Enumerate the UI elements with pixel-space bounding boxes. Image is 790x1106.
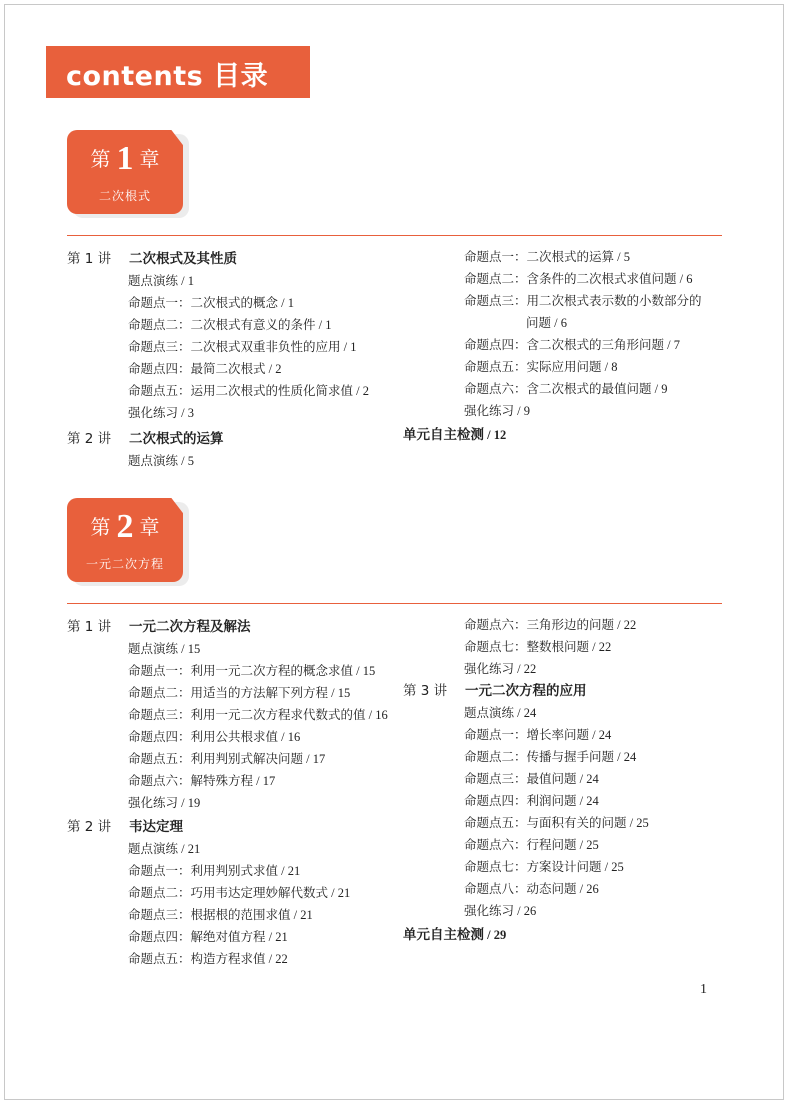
- toc-entry-page: 21: [300, 908, 313, 922]
- page-separator: /: [614, 750, 624, 764]
- toc-entry-text: 强化练习: [464, 903, 515, 918]
- toc-entry[interactable]: [128, 838, 200, 860]
- lecture-title: 韦达定理: [129, 819, 183, 835]
- page-separator: /: [253, 774, 263, 788]
- toc-entry-text: 命题点四：含二次根式的三角形问题: [464, 337, 665, 352]
- chapter-2-rule: [67, 603, 722, 604]
- page-separator: /: [178, 454, 188, 468]
- lecture-title: 二次根式的运算: [129, 431, 224, 447]
- page-separator: /: [601, 860, 612, 874]
- toc-entry-page: 8: [611, 360, 618, 374]
- page-separator: /: [303, 752, 313, 766]
- toc-entry[interactable]: [128, 638, 200, 660]
- toc-entry-page: 16: [375, 708, 388, 722]
- lecture-heading[interactable]: [67, 248, 237, 270]
- lecture-heading[interactable]: [67, 428, 224, 450]
- page-separator: /: [676, 272, 687, 286]
- page-separator: /: [353, 664, 363, 678]
- toc-entry[interactable]: [128, 682, 350, 704]
- unit-test-entry[interactable]: [403, 924, 506, 946]
- toc-entry-text: 命题点四：解绝对值方程: [128, 929, 266, 944]
- toc-entry[interactable]: [464, 400, 530, 422]
- page-separator: /: [551, 316, 561, 330]
- toc-entry[interactable]: [128, 770, 275, 792]
- toc-entry-text: 命题点六：三角形边的问题: [464, 617, 615, 632]
- toc-entry-page: 26: [523, 904, 537, 918]
- toc-entry-text: 命题点五：与面积有关的问题: [464, 815, 627, 830]
- page-separator: /: [178, 406, 188, 420]
- toc-entry-page: 15: [187, 642, 201, 656]
- toc-entry-text: 命题点四：利润问题: [464, 793, 577, 808]
- toc-entry[interactable]: [464, 246, 630, 268]
- lecture-title: 二次根式及其性质: [129, 251, 237, 267]
- toc-entry-text: 命题点二：巧用韦达定理妙解代数式: [128, 885, 329, 900]
- toc-entry-page: 17: [262, 774, 276, 788]
- toc-entry-page: 15: [362, 664, 376, 678]
- toc-entry-page: 19: [187, 796, 201, 810]
- toc-entry-page: 7: [673, 338, 680, 352]
- toc-entry-page: 15: [337, 686, 351, 700]
- toc-entry-text: 命题点二：传播与握手问题: [464, 749, 615, 764]
- page-separator: /: [353, 384, 363, 398]
- toc-entry[interactable]: [128, 904, 313, 926]
- toc-entry[interactable]: [128, 748, 325, 770]
- toc-entry-text: 命题点五：运用二次根式的性质化简求值: [128, 383, 354, 398]
- toc-entry[interactable]: [128, 860, 300, 882]
- toc-entry-page: 6: [686, 272, 693, 286]
- toc-entry-text: 命题点五：构造方程求值: [128, 951, 266, 966]
- toc-entry-page: 21: [337, 886, 351, 900]
- page-separator: /: [265, 930, 276, 944]
- toc-entry-text: 命题点三：利用一元二次方程求代数式的值: [128, 707, 366, 722]
- chapter-2-title: 第 2 章: [90, 508, 160, 545]
- toc-entry-text: 单元自主检测: [403, 427, 484, 443]
- toc-entry-page: 21: [187, 842, 201, 856]
- toc-entry-text: 题点演练: [128, 841, 179, 856]
- lecture-number: 第 1 讲: [67, 251, 112, 267]
- lecture-heading[interactable]: [67, 816, 183, 838]
- toc-entry-text: 题点演练: [128, 273, 179, 288]
- page-separator: /: [328, 886, 338, 900]
- toc-entry-text: 命题点三：根据根的范围求值: [128, 907, 291, 922]
- toc-entry-page: 9: [661, 382, 668, 396]
- toc-entry[interactable]: [526, 312, 567, 334]
- toc-entry[interactable]: [464, 658, 536, 680]
- lecture-title: 一元二次方程及解法: [129, 619, 251, 635]
- toc-entry[interactable]: [128, 380, 369, 402]
- page-separator: /: [626, 816, 637, 830]
- toc-entry-page: 6: [560, 316, 567, 330]
- chapter-1-subtitle: 二次根式: [98, 189, 151, 203]
- toc-entry[interactable]: [464, 856, 624, 878]
- toc-entry-page: 22: [623, 618, 637, 632]
- toc-entry[interactable]: [464, 834, 599, 856]
- page-separator: /: [484, 928, 494, 942]
- toc-entry-text: 单元自主检测: [403, 927, 484, 943]
- page-separator: /: [651, 382, 662, 396]
- page-separator: /: [178, 796, 188, 810]
- toc-entry-text: 命题点一：利用判别式求值: [128, 863, 279, 878]
- page-separator: /: [576, 794, 587, 808]
- page-separator: /: [278, 296, 288, 310]
- toc-entry[interactable]: [464, 768, 599, 790]
- lecture-title: 一元二次方程的应用: [465, 683, 587, 699]
- toc-entry-text: 题点演练: [128, 453, 179, 468]
- toc-entry-text: 命题点三：最值问题: [464, 771, 577, 786]
- toc-entry[interactable]: [128, 292, 294, 314]
- page-separator: /: [614, 618, 624, 632]
- page-separator: /: [178, 842, 188, 856]
- page-separator: /: [328, 686, 338, 700]
- toc-entry-page: 25: [611, 860, 624, 874]
- toc-entry-text: 强化练习: [128, 405, 179, 420]
- toc-entry[interactable]: [464, 878, 599, 900]
- page-separator: /: [278, 864, 288, 878]
- toc-entry-text: 命题点七：整数根问题: [464, 639, 590, 654]
- toc-entry[interactable]: [128, 270, 194, 292]
- toc-entry-text: 命题点八：动态问题: [464, 881, 577, 896]
- toc-entry-page: 21: [275, 930, 288, 944]
- toc-entry-text: 命题点一：二次根式的运算: [464, 249, 615, 264]
- contents-banner: [46, 46, 310, 98]
- lecture-number: 第 2 讲: [67, 431, 112, 447]
- toc-entry-page: 24: [598, 728, 612, 742]
- toc-entry-text: 题点演练: [464, 705, 515, 720]
- toc-entry[interactable]: [464, 724, 611, 746]
- toc-entry[interactable]: [464, 614, 636, 636]
- page-separator: /: [484, 428, 494, 442]
- toc-entry-page: 22: [275, 952, 288, 966]
- toc-entry-text: 强化练习: [464, 661, 515, 676]
- toc-entry-text: 命题点二：二次根式有意义的条件: [128, 317, 316, 332]
- toc-entry[interactable]: [464, 636, 611, 658]
- toc-entry[interactable]: [128, 882, 350, 904]
- lecture-number: 第 1 讲: [67, 619, 112, 635]
- lecture-heading[interactable]: [403, 680, 587, 702]
- toc-entry[interactable]: [464, 378, 668, 400]
- toc-entry-text: 命题点三：二次根式双重非负性的应用: [128, 339, 341, 354]
- toc-entry[interactable]: [128, 948, 288, 970]
- page-separator: /: [601, 360, 612, 374]
- toc-entry-text: 命题点四：最简二次根式: [128, 361, 266, 376]
- toc-entry-text: 命题点五：实际应用问题: [464, 359, 602, 374]
- toc-entry[interactable]: [128, 314, 332, 336]
- page-separator: /: [278, 730, 288, 744]
- page-separator: /: [265, 952, 276, 966]
- toc-entry-page: 25: [636, 816, 649, 830]
- toc-entry[interactable]: [128, 704, 388, 726]
- toc-entry[interactable]: [464, 900, 536, 922]
- page-separator: /: [614, 250, 624, 264]
- toc-entry-text: 命题点三：用二次根式表示数的小数部分的: [464, 293, 702, 308]
- toc-entry-text: 命题点六：解特殊方程: [128, 773, 254, 788]
- chapter-1-badge: [67, 130, 183, 214]
- toc-entry-page: 29: [493, 928, 507, 942]
- toc-entry[interactable]: [464, 746, 636, 768]
- toc-entry-page: 12: [493, 428, 507, 442]
- toc-entry[interactable]: [464, 356, 618, 378]
- toc-entry-page: 5: [623, 250, 630, 264]
- page-separator: /: [514, 662, 524, 676]
- toc-entry[interactable]: [128, 792, 200, 814]
- toc-entry-page: 25: [586, 838, 599, 852]
- chapter-2-badge: [67, 498, 183, 582]
- toc-entry-page: 24: [623, 750, 637, 764]
- page-separator: /: [664, 338, 674, 352]
- toc-entry-page: 21: [287, 864, 301, 878]
- unit-test-entry[interactable]: [403, 424, 506, 446]
- page-separator: /: [589, 640, 599, 654]
- page-separator: /: [576, 882, 587, 896]
- chapter-1-title: 第 1 章: [90, 140, 160, 177]
- toc-entry[interactable]: [128, 450, 194, 472]
- toc-entry-page: 22: [598, 640, 612, 654]
- page-separator: /: [576, 838, 587, 852]
- toc-entry-text: 命题点六：行程问题: [464, 837, 577, 852]
- toc-entry-page: 16: [287, 730, 301, 744]
- toc-entry-page: 24: [523, 706, 537, 720]
- toc-entry-text: 命题点二：用适当的方法解下列方程: [128, 685, 329, 700]
- page-separator: /: [315, 318, 326, 332]
- toc-entry[interactable]: [128, 726, 300, 748]
- lecture-number: 第 3 讲: [403, 683, 448, 699]
- toc-entry-text: 命题点二：含条件的二次根式求值问题: [464, 271, 677, 286]
- toc-entry-page: 5: [187, 454, 194, 468]
- toc-entry-text: 强化练习: [128, 795, 179, 810]
- lecture-heading[interactable]: [67, 616, 251, 638]
- toc-entry[interactable]: [128, 358, 282, 380]
- page-separator: /: [514, 904, 524, 918]
- toc-entry-page: 1: [325, 318, 332, 332]
- toc-entry-text: 强化练习: [464, 403, 515, 418]
- page-separator: /: [265, 362, 276, 376]
- toc-entry[interactable]: [128, 660, 375, 682]
- toc-entry[interactable]: [464, 702, 536, 724]
- toc-entry-page: 3: [187, 406, 194, 420]
- toc-entry[interactable]: [464, 268, 693, 290]
- page-separator: /: [178, 642, 188, 656]
- contents-title: contents 目录: [66, 61, 269, 92]
- page-separator: /: [178, 274, 188, 288]
- toc-entry-text: 命题点六：含二次根式的最值问题: [464, 381, 652, 396]
- toc-entry-text: 命题点一：增长率问题: [464, 727, 590, 742]
- toc-entry-text: 命题点七：方案设计问题: [464, 859, 602, 874]
- page-separator: /: [514, 404, 524, 418]
- toc-entry-text: 命题点五：利用判别式解决问题: [128, 751, 304, 766]
- toc-entry-page: 2: [275, 362, 282, 376]
- toc-entry-page: 1: [350, 340, 357, 354]
- toc-entry[interactable]: [464, 790, 599, 812]
- toc-entry[interactable]: [128, 926, 288, 948]
- toc-entry[interactable]: [464, 334, 680, 356]
- lecture-number: 第 2 讲: [67, 819, 112, 835]
- chapter-2-subtitle: 一元二次方程: [85, 557, 164, 571]
- toc-entry-page: 26: [586, 882, 599, 896]
- page-separator: /: [589, 728, 599, 742]
- toc-entry[interactable]: [128, 336, 357, 358]
- toc-entry-page: 9: [523, 404, 530, 418]
- toc-entry[interactable]: [464, 290, 702, 312]
- toc-entry-page: 2: [362, 384, 369, 398]
- page-separator: /: [514, 706, 524, 720]
- toc-entry[interactable]: [128, 402, 194, 424]
- toc-entry-page: 22: [523, 662, 537, 676]
- chapter-1-rule: [67, 235, 722, 236]
- page-separator: /: [340, 340, 351, 354]
- toc-entry-page: 1: [287, 296, 294, 310]
- toc-entry-text: 命题点一：二次根式的概念: [128, 295, 279, 310]
- toc-entry-page: 24: [586, 794, 599, 808]
- toc-entry-text: 题点演练: [128, 641, 179, 656]
- toc-entry-page: 17: [312, 752, 326, 766]
- page-separator: /: [290, 908, 301, 922]
- toc-entry-text: 问题: [526, 315, 552, 330]
- toc-entry-page: 24: [586, 772, 599, 786]
- page-separator: /: [576, 772, 587, 786]
- page-separator: /: [365, 708, 376, 722]
- toc-entry-text: 命题点四：利用公共根求值: [128, 729, 279, 744]
- toc-entry-page: 1: [187, 274, 194, 288]
- toc-entry-text: 命题点一：利用一元二次方程的概念求值: [128, 663, 354, 678]
- toc-entry[interactable]: [464, 812, 649, 834]
- page-number: 1: [700, 982, 707, 997]
